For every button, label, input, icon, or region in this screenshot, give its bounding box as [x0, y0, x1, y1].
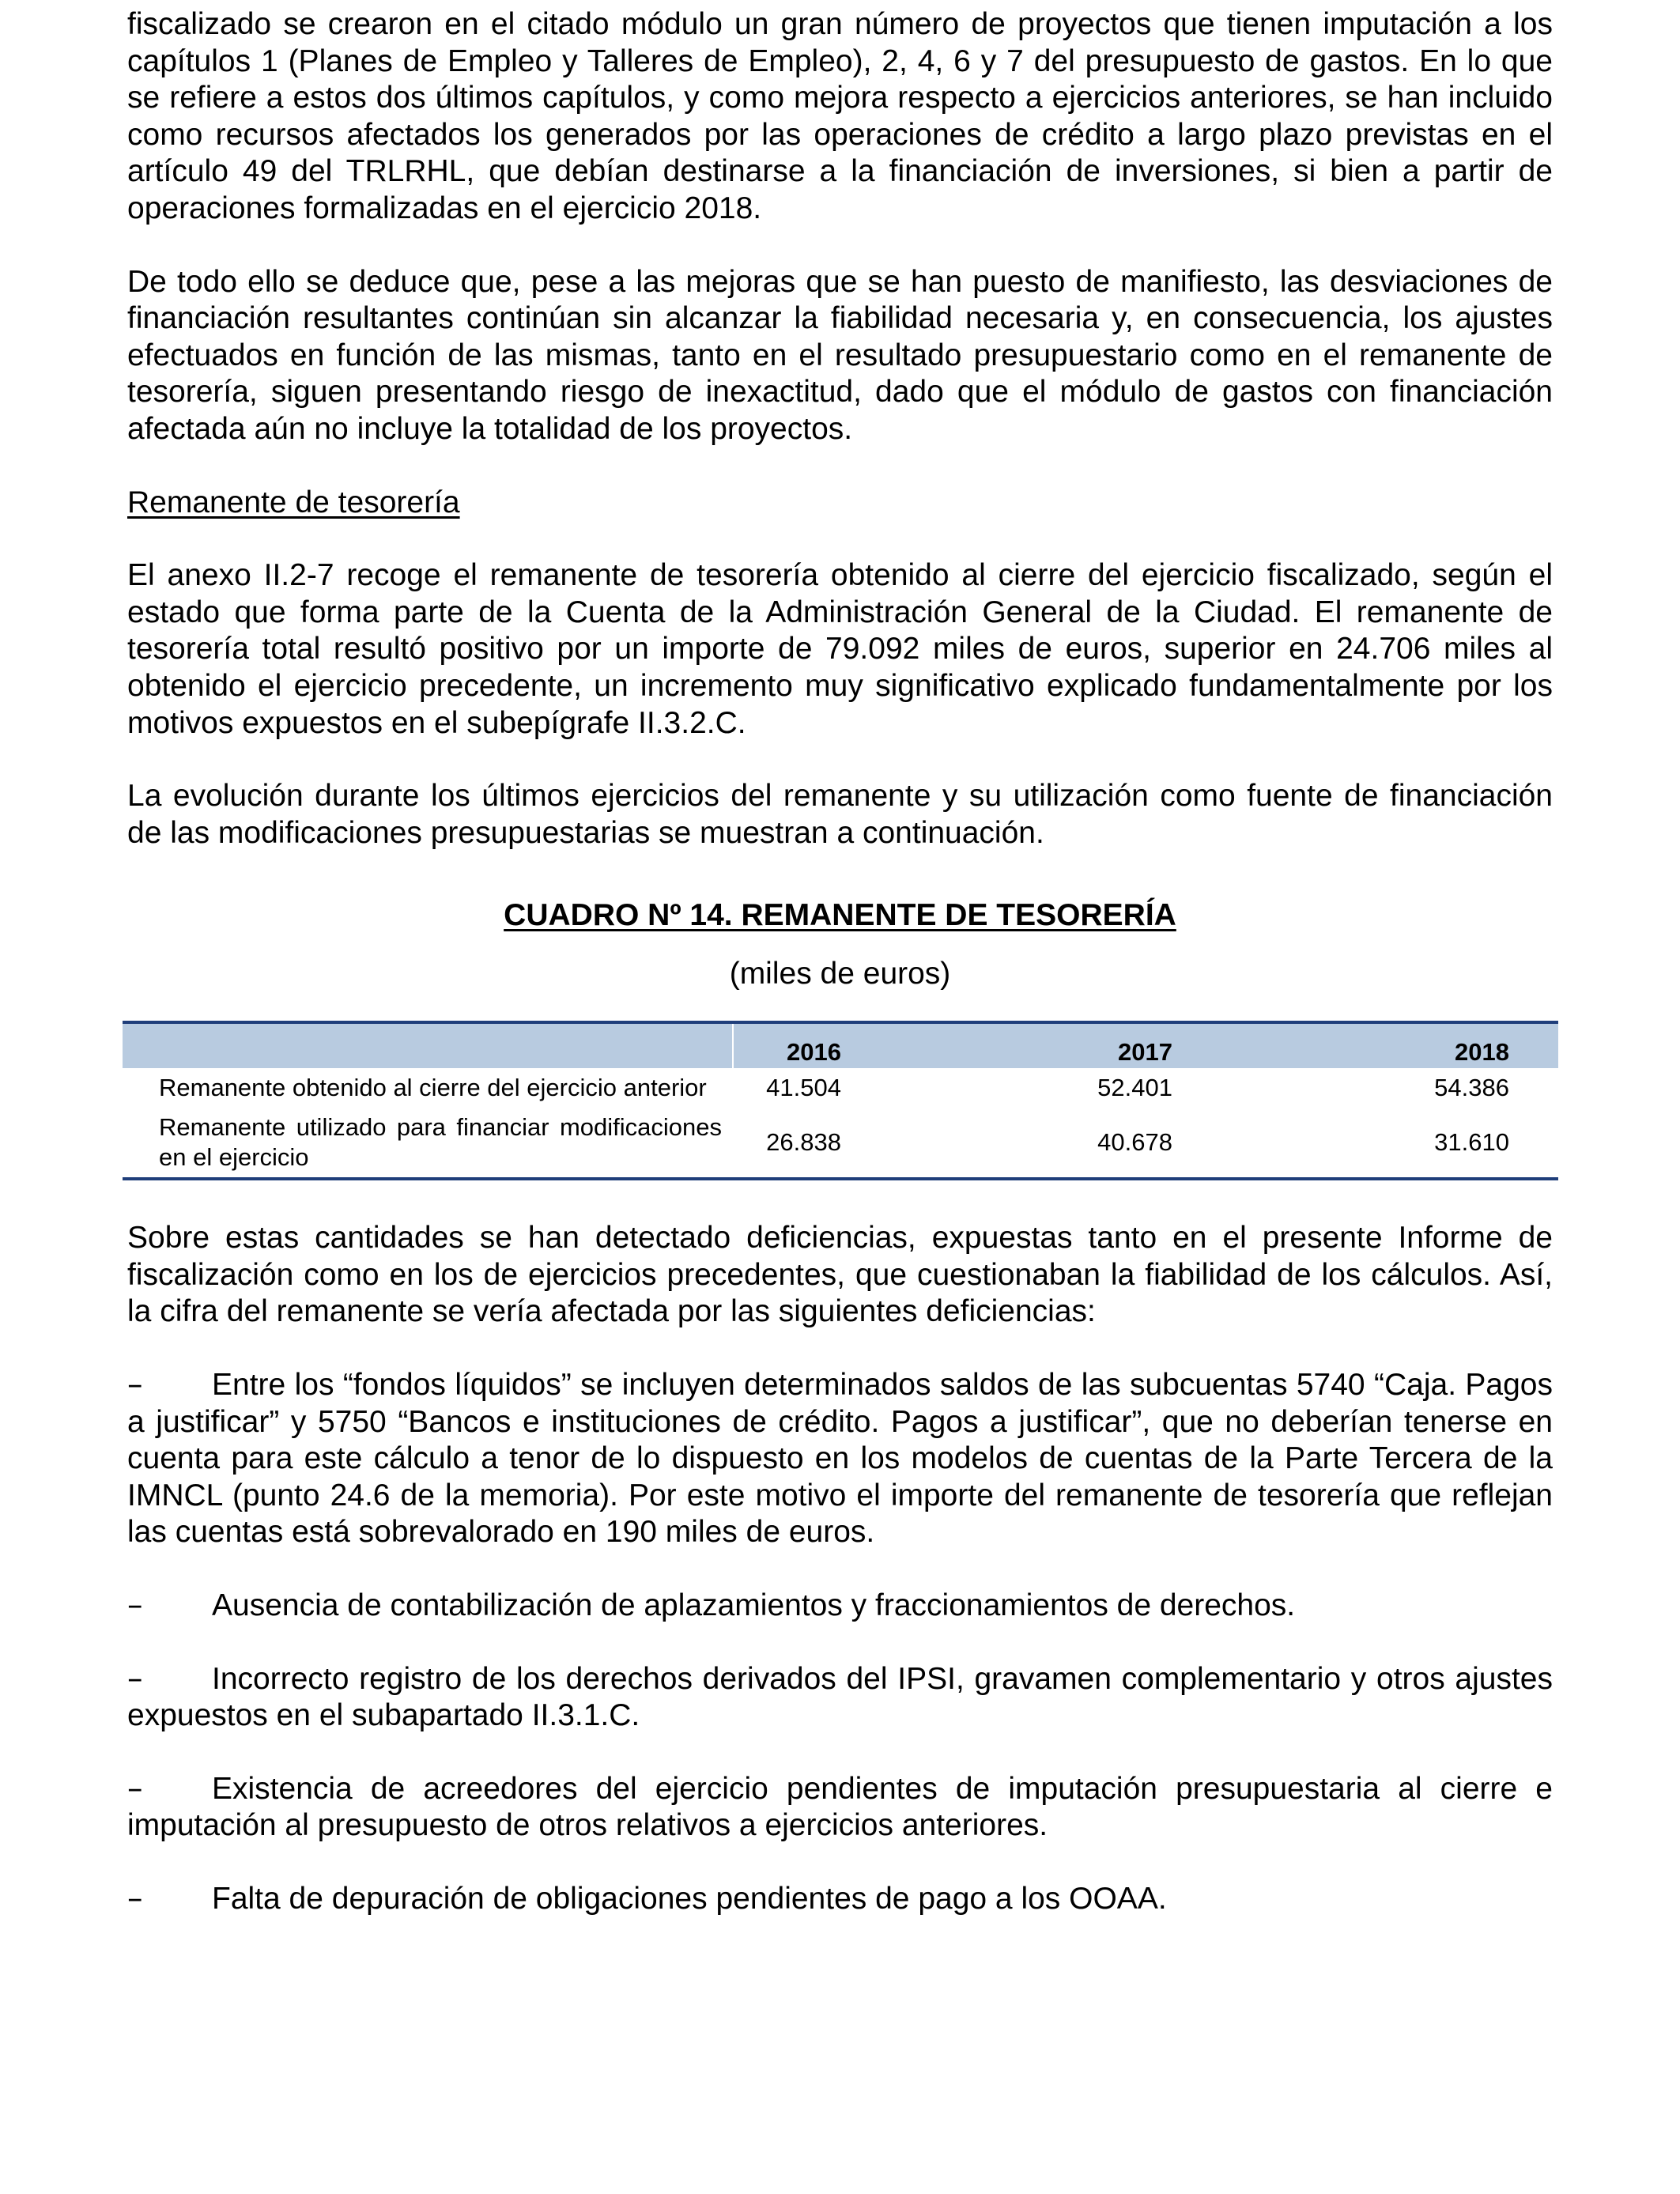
table-header-2017: 2017 — [1067, 1022, 1398, 1068]
list-item — [127, 1771, 1553, 1845]
dash-bullet-icon: – — [127, 1588, 143, 1624]
list-item — [127, 1661, 1553, 1735]
table-row — [123, 1068, 1558, 1108]
cell-utilizado-2017: 40.678 — [1067, 1108, 1398, 1179]
table-units: (miles de euros) — [729, 957, 951, 991]
list-item-text: Existencia de acreedores del ejercicio pendientes de imputación presupuestaria al cierre e imputación al presupuesto de otros relativos a ejercicios anteriores. — [127, 1771, 1553, 1843]
cell-utilizado-2016: 26.838 — [733, 1108, 1067, 1179]
cell-utilizado-2018: 31.610 — [1398, 1108, 1558, 1179]
list-item — [127, 1588, 1553, 1625]
cell-obtenido-2016: 41.504 — [766, 1074, 841, 1102]
table-header-blank — [123, 1022, 733, 1068]
cell-obtenido-2017: 52.401 — [1097, 1074, 1172, 1102]
paragraph-anexo: El anexo II.2-7 recoge el remanente de tesorería obtenido al cierre del ejercicio fiscalizado, según el estado que forma parte de la Cuenta de la Administración General de la Ciudad. El remanente de tesorería total resultó positivo por un importe de 79.092 miles de euros, superior en 24.706 miles al obtenido el ejercicio precedente, un incremento muy significativo explicado fundamentalmente por los motivos expuestos en el subepígrafe II.3.2.C. — [127, 558, 1553, 740]
table-row — [123, 1108, 1558, 1179]
remanente-table — [123, 1021, 1558, 1180]
table-title: CUADRO Nº 14. REMANENTE DE TESORERÍA — [504, 898, 1176, 933]
row-label-obtenido: Remanente obtenido al cierre del ejercicio anterior — [159, 1074, 707, 1102]
table-header-2016: 2016 — [733, 1022, 1067, 1068]
dash-bullet-icon: – — [127, 1660, 143, 1697]
cell-obtenido-2018: 54.386 — [1434, 1074, 1509, 1102]
row-label-utilizado: Remanente utilizado para financiar modificaciones en el ejercicio — [123, 1108, 733, 1179]
dash-bullet-icon: – — [127, 1770, 143, 1807]
table-header-2018: 2018 — [1398, 1022, 1558, 1068]
list-item-text: Ausencia de contabilización de aplazamientos y fraccionamientos de derechos. — [212, 1588, 1296, 1623]
list-item-text: Incorrecto registro de los derechos derivados del IPSI, gravamen complementario y otros ajustes expuestos en el subapartado II.3.1.C. — [127, 1661, 1553, 1733]
document-page — [127, 6, 1553, 1918]
list-item — [127, 1367, 1553, 1551]
list-item-text: Falta de depuración de obligaciones pendientes de pago a los OOAA. — [212, 1882, 1167, 1916]
dash-bullet-icon: – — [127, 1367, 143, 1403]
list-item — [127, 1881, 1553, 1918]
paragraph-desviaciones: De todo ello se deduce que, pese a las mejoras que se han puesto de manifiesto, las desviaciones de financiación resultantes continúan sin alcanzar la fiabilidad necesaria y, en consecuencia, los ajustes efectuados en función de las mismas, tanto en el resultado presupuestario como en el remanente de tesorería, siguen presentando riesgo de inexactitud, dado que el módulo de gastos con financiación afectada aún no incluye la totalidad de los proyectos. — [127, 264, 1553, 446]
paragraph-deficiencias: Sobre estas cantidades se han detectado deficiencias, expuestas tanto en el presente Informe de fiscalización como en los de ejercicios precedentes, que cuestionaban la fiabilidad de los cálculos. Así, la cifra del remanente se vería afectada por las siguientes deficiencias: — [127, 1221, 1553, 1329]
section-heading-remanente: Remanente de tesorería — [127, 485, 460, 519]
list-item-text: Entre los “fondos líquidos” se incluyen determinados saldos de las subcuentas 5740 “Caja. Pagos a justificar” y 5750 “Bancos e instituciones de crédito. Pagos a justificar”, que no deberían tenerse en cuenta para este cálculo a tenor de lo dispuesto en los modelos de cuentas de la Parte Tercera de la IMNCL (punto 24.6 de la memoria). Por este motivo el importe del remanente de tesorería que reflejan las cuentas está sobrevalorado en 190 miles de euros. — [127, 1368, 1553, 1550]
table-header-row — [123, 1022, 1558, 1068]
paragraph-evolucion: La evolución durante los últimos ejercicios del remanente y su utilización como fuente de financiación de las modificaciones presupuestarias se muestran a continuación. — [127, 779, 1553, 850]
paragraph-fiscalizado: fiscalizado se crearon en el citado módulo un gran número de proyectos que tienen imputación a los capítulos 1 (Planes de Empleo y Talleres de Empleo), 2, 4, 6 y 7 del presupuesto de gastos. En lo que se refiere a estos dos últimos capítulos, y como mejora respecto a ejercicios anteriores, se han incluido como recursos afectados los generados por las operaciones de crédito a largo plazo previstas en el artículo 49 del TRLRHL, que debían destinarse a la financiación de inversiones, si bien a partir de operaciones formalizadas en el ejercicio 2018. — [127, 7, 1553, 225]
dash-bullet-icon: – — [127, 1881, 143, 1916]
